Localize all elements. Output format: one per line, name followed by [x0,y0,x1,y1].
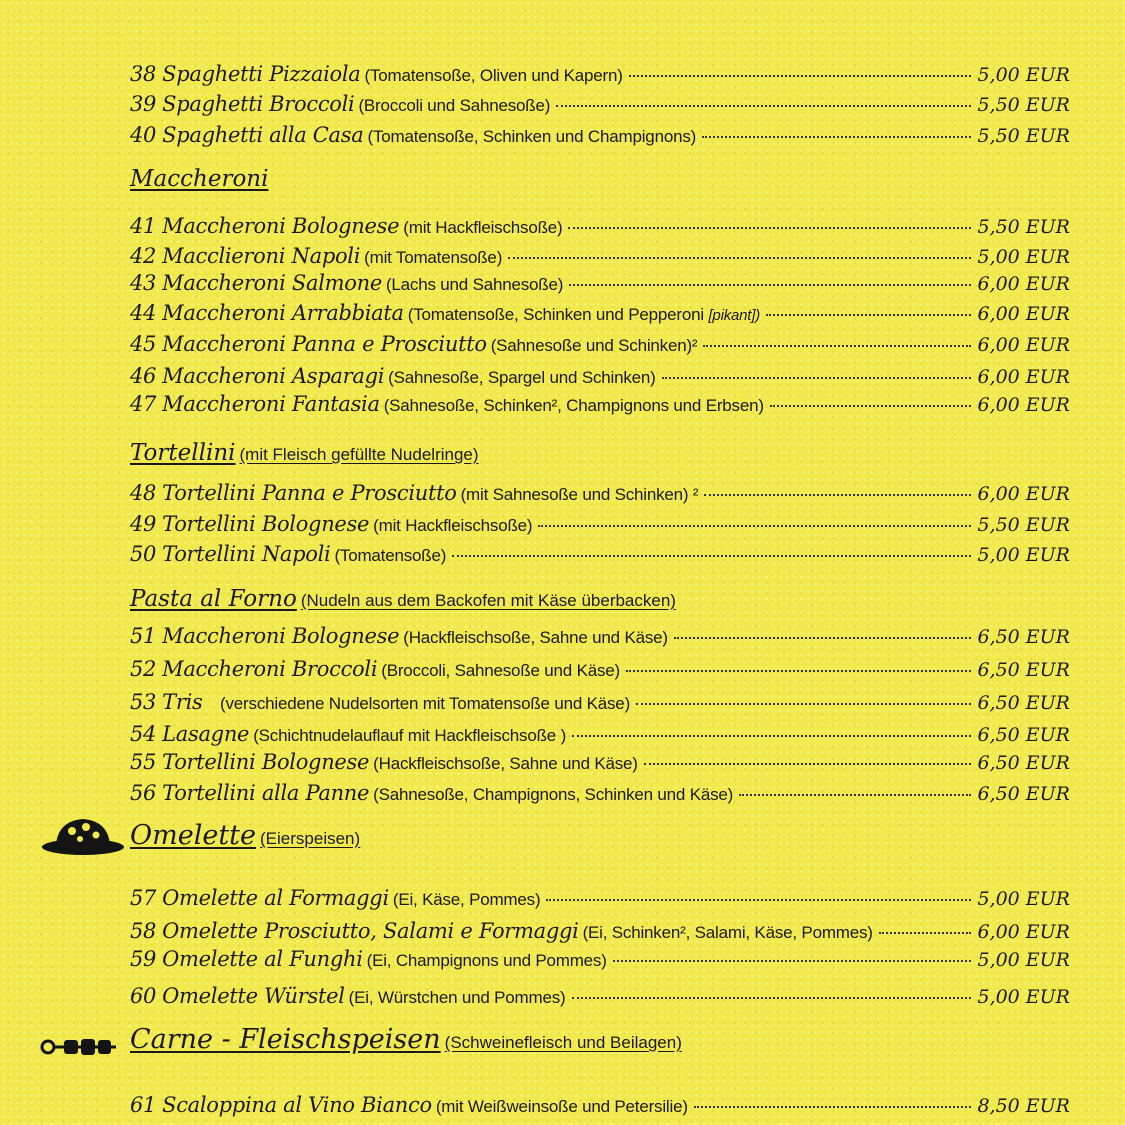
item-name: Lasagne [162,722,250,746]
menu-item-57 [130,886,1070,916]
item-price: 5,00 EUR [977,544,1070,566]
menu-item-49 [130,512,1070,542]
item-description: (Hackfleischsoße, Sahne und Käse) [403,628,668,647]
dot-leader [644,763,972,765]
item-description: (Sahnesoße und Schinken)² [490,336,698,355]
item-price: 6,00 EUR [977,303,1070,325]
item-description: (Sahnesoße, Champignons, Schinken und Käse) [373,785,734,804]
dot-leader [452,555,971,557]
menu-item-39 [130,92,1070,122]
item-name: Macclieroni Napoli [162,244,361,268]
item-name: Omelette al Funghi [162,947,363,971]
omelette-plate-icon [40,813,126,859]
item-price: 6,50 EUR [977,724,1070,746]
menu-item-51 [130,624,1070,654]
menu-item-40 [130,123,1070,153]
section-maccheroni [130,166,268,200]
item-number: 49 [130,512,157,536]
item-price: 5,00 EUR [977,246,1070,268]
item-price: 6,50 EUR [977,626,1070,648]
item-number: 59 [130,947,157,971]
dot-leader [694,1106,972,1108]
item-description: (mit Weißweinsoße und Petersilie) [435,1097,688,1116]
item-name: Tortellini Panna e Prosciutto [162,481,457,505]
item-description: (Ei, Käse, Pommes) [392,890,541,909]
item-price: 5,00 EUR [977,986,1070,1008]
menu-item-50 [130,542,1070,572]
item-number: 47 [130,392,157,416]
item-price: 6,00 EUR [977,334,1070,356]
item-name: Omelette al Formaggi [162,886,389,910]
item-number: 57 [130,886,157,910]
item-number: 45 [130,332,157,356]
item-spicy-note: [pikant]) [708,307,761,324]
item-name: Maccheroni Arrabbiata [162,301,404,325]
item-description: (Broccoli und Sahnesoße) [358,96,551,115]
menu-item-59 [130,947,1070,977]
item-number: 41 [130,214,157,238]
item-name: Omelette Würstel [162,984,345,1008]
item-number: 42 [130,244,157,268]
dot-leader [572,735,971,737]
item-description [408,305,760,325]
skewer-icon [40,1036,118,1058]
dot-leader [546,899,971,901]
item-name: Tortellini Bolognese [162,750,370,774]
section-tortellini [130,440,479,474]
section-subtitle: (Nudeln aus dem Backofen mit Käse überbacken) [300,591,676,610]
item-name: Maccheroni Asparagi [162,364,385,388]
item-price: 6,00 EUR [977,366,1070,388]
item-price: 5,00 EUR [977,949,1070,971]
menu-item-53 [130,690,1070,720]
item-number: 61 [130,1093,157,1117]
menu-item-43 [130,271,1070,301]
item-name: Maccheroni Bolognese [162,214,400,238]
item-name: Tris [162,690,203,714]
menu-item-44 [130,301,1070,331]
item-name: Spaghetti Broccoli [162,92,355,116]
item-number: 54 [130,722,157,746]
item-description: (Ei, Champignons und Pommes) [366,951,607,970]
item-number: 46 [130,364,157,388]
item-description: (Tomatensoße, Schinken und Champignons) [367,127,697,146]
dot-leader [569,284,971,286]
item-price: 8,50 EUR [977,1095,1070,1117]
dot-leader [702,136,971,138]
item-price: 6,50 EUR [977,659,1070,681]
item-description: (Ei, Würstchen und Pommes) [348,988,566,1007]
item-name: Omelette Prosciutto, Salami e Formaggi [162,919,579,943]
section-title: Carne - Fleischspeisen [130,1024,441,1055]
dot-leader [662,377,972,379]
item-price: 6,00 EUR [977,921,1070,943]
dot-leader [636,703,971,705]
item-name: Maccheroni Panna e Prosciutto [162,332,487,356]
item-number: 40 [130,123,157,147]
item-description: (Tomatensoße) [334,546,447,565]
item-name: Scaloppina al Vino Bianco [162,1093,432,1117]
item-price: 6,50 EUR [977,752,1070,774]
dot-leader [879,932,972,934]
item-number: 52 [130,657,157,681]
item-price: 6,00 EUR [977,394,1070,416]
section-pasta-al-forno [130,586,676,620]
item-name: Spaghetti Pizzaiola [162,62,361,86]
item-number: 39 [130,92,157,116]
menu-item-46 [130,364,1070,394]
item-price: 6,50 EUR [977,783,1070,805]
dot-leader [704,494,971,496]
section-subtitle: (Schweinefleisch und Beilagen) [444,1033,682,1052]
item-number: 51 [130,624,157,648]
item-number: 38 [130,62,157,86]
menu-item-48 [130,481,1070,511]
item-name: Maccheroni Bolognese [162,624,400,648]
dot-leader [703,345,971,347]
item-name: Maccheroni Fantasia [162,392,380,416]
menu-item-54 [130,722,1070,752]
section-subtitle: (Eierspeisen) [260,829,361,848]
item-number: 44 [130,301,157,325]
item-description: (Hackfleischsoße, Sahne und Käse) [373,754,638,773]
dot-leader [538,525,971,527]
section-carne [130,1024,682,1058]
item-name: Tortellini Bolognese [162,512,370,536]
item-number: 58 [130,919,157,943]
item-price: 6,00 EUR [977,483,1070,505]
item-name: Maccheroni Broccoli [162,657,378,681]
item-description: (Lachs und Sahnesoße) [385,275,564,294]
item-name: Tortellini Napoli [162,542,331,566]
item-price: 5,50 EUR [977,514,1070,536]
item-price: 5,00 EUR [977,888,1070,910]
item-name: Tortellini alla Panne [162,781,370,805]
item-description: (verschiedene Nudelsorten mit Tomatensoße und Käse) [206,694,631,713]
dot-leader [739,794,971,796]
item-price: 5,50 EUR [977,125,1070,147]
item-number: 53 [130,690,157,714]
dot-leader [770,405,972,407]
dot-leader [629,75,972,77]
item-name: Spaghetti alla Casa [162,123,364,147]
section-omelette [130,820,360,854]
item-description: (mit Sahnesoße und Schinken) ² [460,485,699,504]
item-number: 60 [130,984,157,1008]
menu-item-58 [130,919,1070,949]
menu-item-61 [130,1093,1070,1123]
section-title: Tortellini [130,440,236,466]
menu-item-55 [130,750,1070,780]
item-price: 6,50 EUR [977,692,1070,714]
item-description: (mit Hackfleischsoße) [373,516,533,535]
menu-item-38 [130,62,1070,92]
item-price: 5,00 EUR [977,64,1070,86]
section-title: Omelette [130,820,257,851]
menu-item-47 [130,392,1070,422]
item-description: (Broccoli, Sahnesoße und Käse) [381,661,620,680]
item-name: Maccheroni Salmone [162,271,382,295]
item-number: 48 [130,481,157,505]
menu-item-60 [130,984,1070,1014]
dot-leader [613,960,972,962]
menu-item-52 [130,657,1070,687]
item-description: (Ei, Schinken², Salami, Käse, Pommes) [582,923,873,942]
menu-item-45 [130,332,1070,362]
item-description: (Tomatensoße, Oliven und Kapern) [364,66,623,85]
section-subtitle: (mit Fleisch gefüllte Nudelringe) [239,445,479,464]
item-price: 6,00 EUR [977,273,1070,295]
section-title: Maccheroni [130,166,269,192]
item-number: 43 [130,271,157,295]
item-description: (Sahnesoße, Schinken², Champignons und Erbsen) [383,396,764,415]
item-number: 55 [130,750,157,774]
item-description-main: (Tomatensoße, Schinken und Pepperoni [407,305,704,324]
dot-leader [674,637,972,639]
dot-leader [626,670,971,672]
section-title: Pasta al Forno [130,586,297,612]
dot-leader [508,257,971,259]
menu-item-56 [130,781,1070,811]
item-price: 5,50 EUR [977,94,1070,116]
dot-leader [556,105,971,107]
item-number: 56 [130,781,157,805]
item-description: (Schichtnudelauflauf mit Hackfleischsoße ) [253,726,567,745]
item-description: (Sahnesoße, Spargel und Schinken) [388,368,656,387]
item-description: (mit Tomatensoße) [364,248,503,267]
menu-item-42 [130,244,1070,274]
dot-leader [572,997,972,999]
item-description: (mit Hackfleischsoße) [403,218,563,237]
item-number: 50 [130,542,157,566]
dot-leader [568,227,971,229]
menu-item-41 [130,214,1070,244]
item-price: 5,50 EUR [977,216,1070,238]
dot-leader [766,314,971,316]
